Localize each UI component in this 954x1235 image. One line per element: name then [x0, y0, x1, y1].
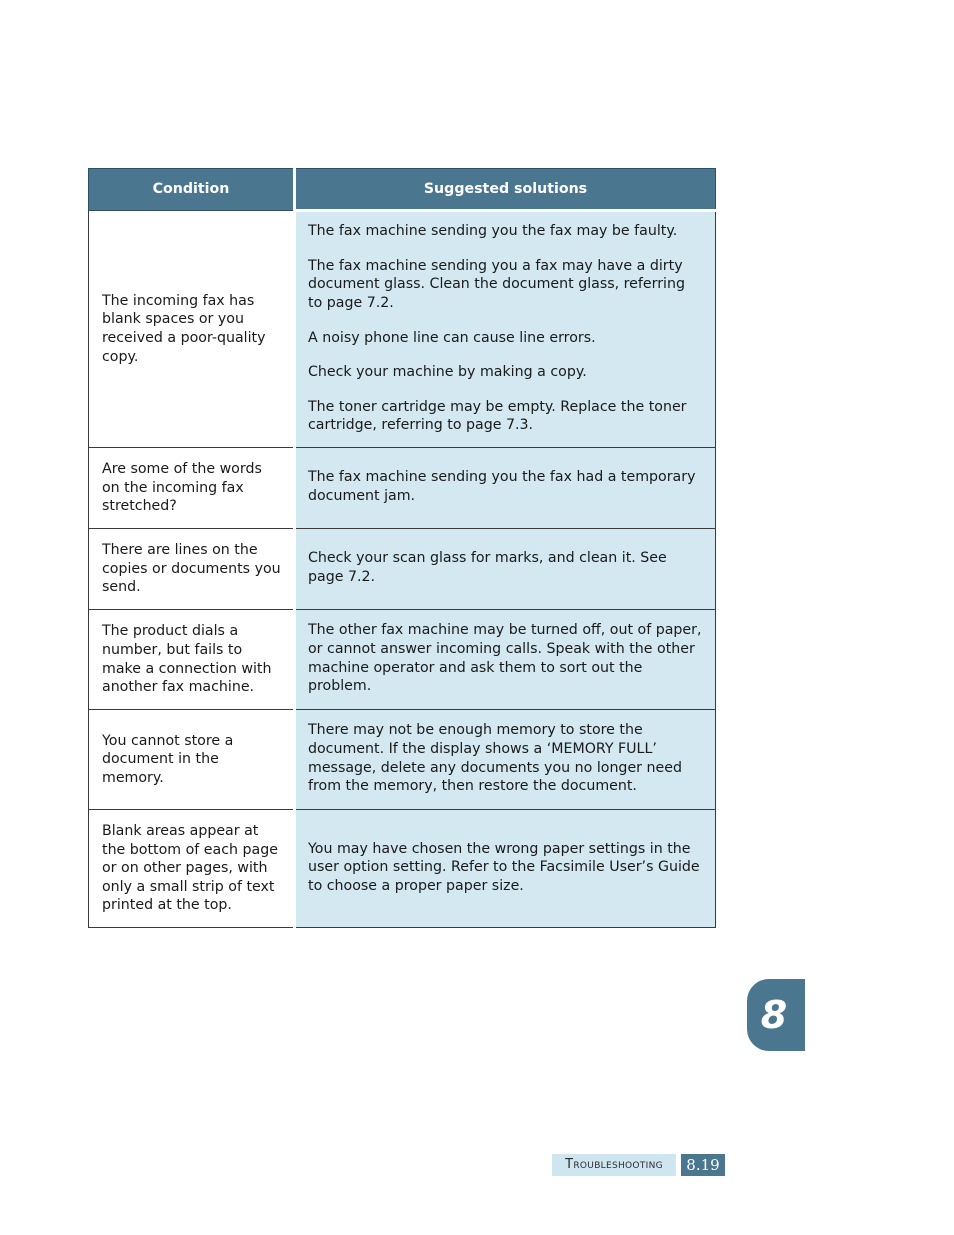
solutions-header: Suggested solutions: [295, 169, 716, 211]
troubleshooting-table: [88, 168, 716, 928]
solution-cell: [295, 710, 716, 810]
condition-header: Condition: [89, 169, 295, 211]
condition-cell: Blank areas appear at the bottom of each page or on other pages, with only a small strip of text printed at the top.: [89, 810, 295, 928]
solution-text: The toner cartridge may be empty. Replace the toner cartridge, referring to page 7.3.: [308, 398, 687, 434]
condition-cell: The product dials a number, but fails to make a connection with another fax machine.: [89, 610, 295, 710]
solution-cell: [295, 448, 716, 529]
solution-cell: [295, 810, 716, 928]
footer-section-label: Troubleshooting: [552, 1154, 676, 1176]
page-number: 8.19: [681, 1154, 725, 1176]
condition-cell: There are lines on the copies or documents you send.: [89, 529, 295, 610]
solution-text: The fax machine sending you the fax had a temporary document jam.: [308, 469, 696, 504]
solution-text: The fax machine sending you the fax may be faulty.: [308, 223, 678, 240]
table-row: [89, 810, 716, 928]
solution-text: A noisy phone line can cause line errors.: [308, 329, 596, 346]
table-header-row: [89, 169, 716, 211]
solution-text: There may not be enough memory to store the document. If the display shows a ‘MEMORY FULL’ message, delete any documents you no longer need from the memory, then restore the document.: [308, 722, 682, 795]
table-row: [89, 610, 716, 710]
solution-cell: [295, 211, 716, 448]
condition-cell: You cannot store a document in the memory.: [89, 710, 295, 810]
solution-text: The other fax machine may be turned off, out of paper, or cannot answer incoming calls. Speak with the other machine operator and ask them to sort out the problem.: [308, 622, 702, 695]
solution-cell: [295, 529, 716, 610]
table-row: [89, 211, 716, 448]
solution-text: You may have chosen the wrong paper settings in the user option setting. Refer to the Facsimile User’s Guide to choose a proper paper size.: [308, 840, 700, 894]
solution-cell: [295, 610, 716, 710]
table-row: [89, 448, 716, 529]
table-row: [89, 529, 716, 610]
condition-cell: The incoming fax has blank spaces or you received a poor-quality copy.: [89, 211, 295, 448]
solution-text: The fax machine sending you a fax may have a dirty document glass. Clean the document glass, referring to page 7.2.: [308, 257, 685, 311]
chapter-tab: 8: [747, 979, 805, 1051]
condition-cell: Are some of the words on the incoming fax stretched?: [89, 448, 295, 529]
table-row: [89, 710, 716, 810]
solution-text: Check your scan glass for marks, and clean it. See page 7.2.: [308, 550, 667, 585]
solution-text: Check your machine by making a copy.: [308, 364, 587, 381]
